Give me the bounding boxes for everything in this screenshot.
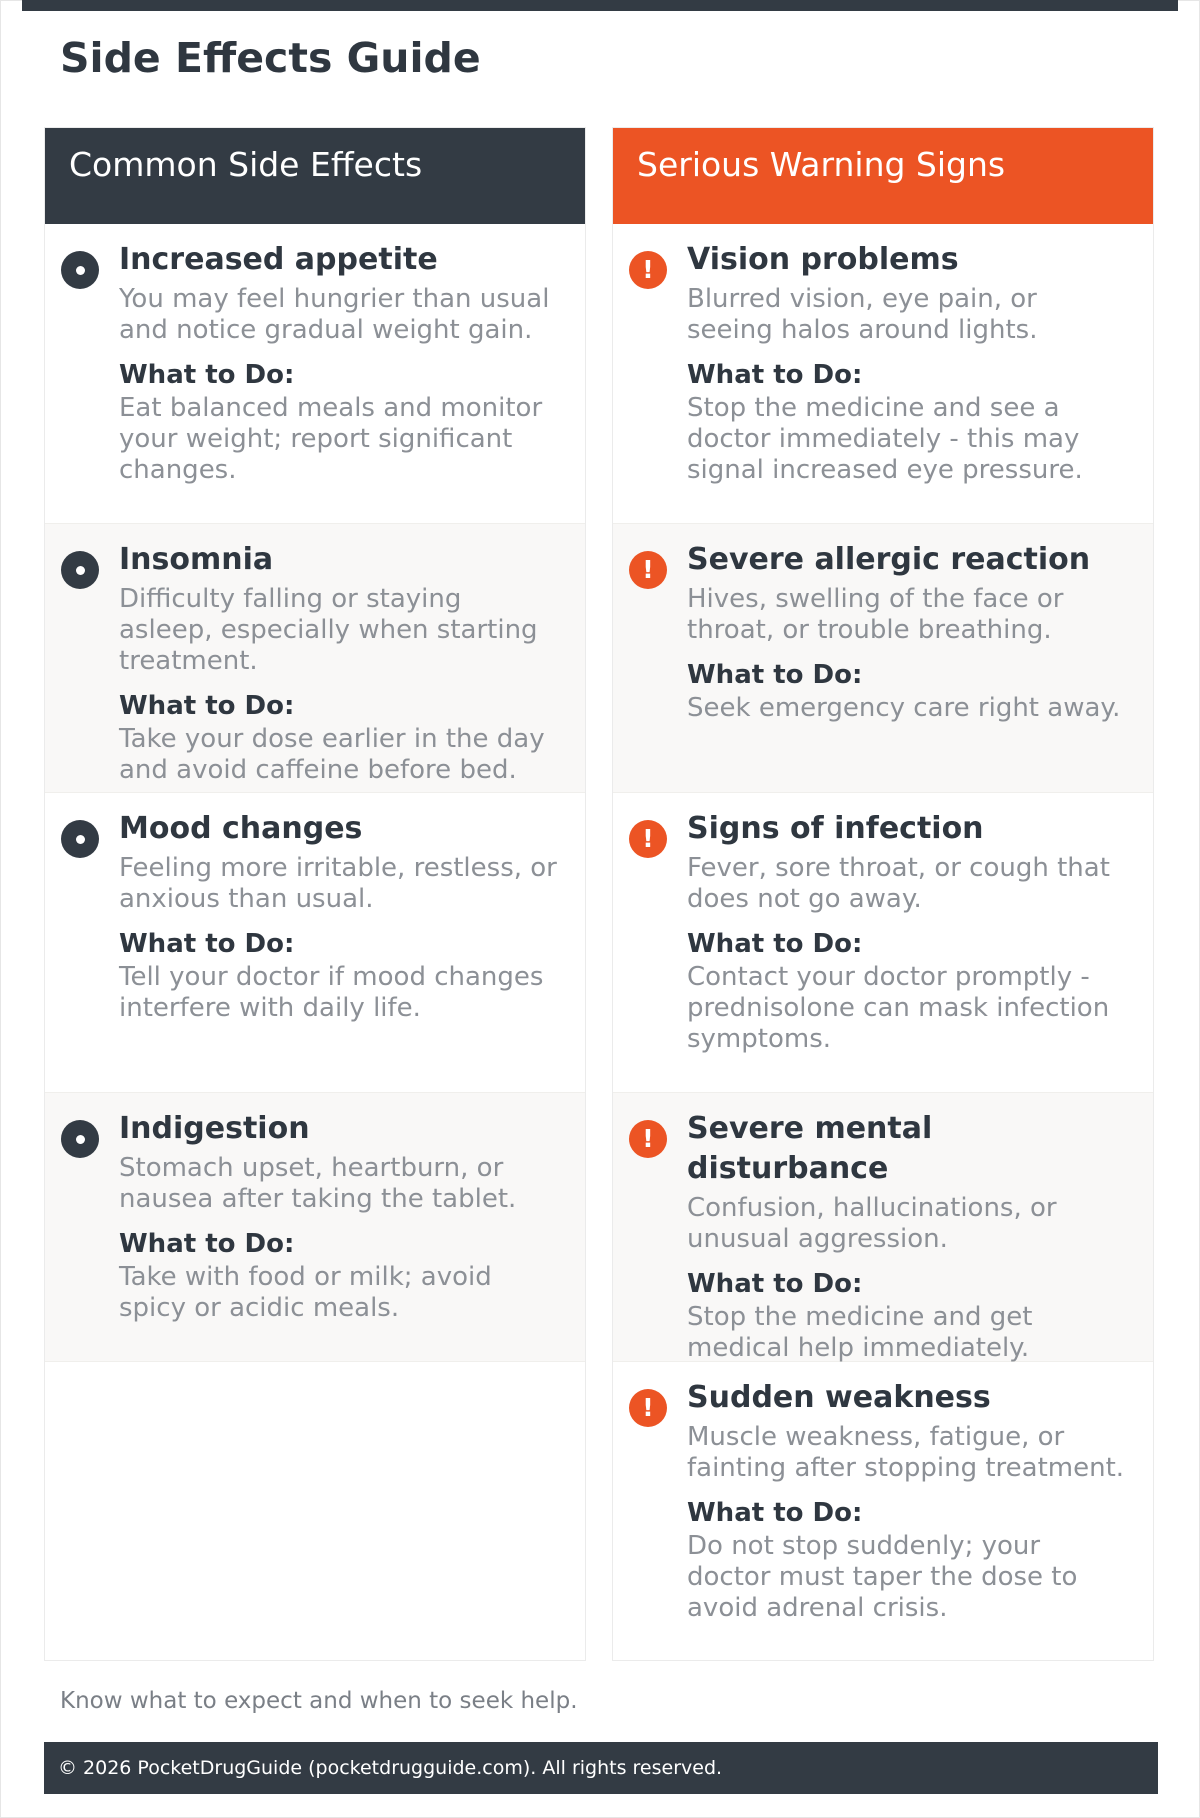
common-side-effects-heading: Common Side Effects [45, 128, 585, 224]
item-action: Eat balanced meals and monitor your weight; report significant changes. [119, 393, 543, 485]
common-item-insomnia [45, 524, 585, 793]
item-title: Mood changes [119, 811, 363, 846]
what-to-do-label: What to Do: [687, 929, 863, 959]
tagline: Know what to expect and when to seek help. [60, 1688, 578, 1714]
warning-item-signs-of-infection [613, 793, 1153, 1093]
warning-item-severe-allergic-reaction [613, 524, 1153, 793]
item-title: Signs of infection [687, 811, 984, 846]
what-to-do-label: What to Do: [119, 691, 295, 721]
footer-copyright: © 2026 PocketDrugGuide (pocketdrugguide.com). All rights reserved. [44, 1742, 1158, 1794]
dot-circle-icon [61, 1120, 99, 1158]
exclamation-circle-icon: ! [629, 1389, 667, 1427]
common-item-indigestion [45, 1093, 585, 1362]
item-description: Difficulty falling or staying asleep, especially when starting treatment. [119, 584, 538, 676]
dot-circle-icon [61, 820, 99, 858]
item-title: Sudden weakness [687, 1380, 991, 1415]
item-title: Insomnia [119, 542, 274, 577]
item-action: Stop the medicine and get medical help immediately. [687, 1302, 1033, 1363]
what-to-do-label: What to Do: [687, 1269, 863, 1299]
exclamation-circle-icon: ! [629, 551, 667, 589]
item-title: Indigestion [119, 1111, 310, 1146]
exclamation-circle-icon: ! [629, 1120, 667, 1158]
item-action: Do not stop suddenly; your doctor must taper the dose to avoid adrenal crisis. [687, 1531, 1078, 1623]
what-to-do-label: What to Do: [119, 929, 295, 959]
page-title: Side Effects Guide [60, 34, 481, 82]
item-description: Muscle weakness, fatigue, or fainting after stopping treatment. [687, 1422, 1125, 1483]
warning-item-severe-mental-disturbance [613, 1093, 1153, 1362]
common-item-increased-appetite [45, 224, 585, 524]
serious-warning-signs-column [612, 127, 1154, 1661]
item-action: Seek emergency care right away. [687, 693, 1121, 723]
item-description: You may feel hungrier than usual and notice gradual weight gain. [119, 284, 550, 345]
warning-item-vision-problems [613, 224, 1153, 524]
serious-warning-signs-heading: Serious Warning Signs [613, 128, 1153, 224]
what-to-do-label: What to Do: [687, 1498, 863, 1528]
dot-circle-icon [61, 251, 99, 289]
top-accent-bar [22, 0, 1178, 11]
item-action: Take with food or milk; avoid spicy or acidic meals. [119, 1262, 492, 1323]
item-title: Vision problems [687, 242, 959, 277]
what-to-do-label: What to Do: [687, 660, 863, 690]
item-description: Feeling more irritable, restless, or anxious than usual. [119, 853, 557, 914]
what-to-do-label: What to Do: [687, 360, 863, 390]
warning-item-sudden-weakness [613, 1362, 1153, 1660]
item-description: Stomach upset, heartburn, or nausea after taking the tablet. [119, 1153, 517, 1214]
item-action: Contact your doctor promptly - prednisolone can mask infection symptoms. [687, 962, 1110, 1054]
item-action: Tell your doctor if mood changes interfere with daily life. [119, 962, 544, 1023]
item-description: Blurred vision, eye pain, or seeing halos around lights. [687, 284, 1038, 345]
item-action: Stop the medicine and see a doctor immediately - this may signal increased eye pressure. [687, 393, 1083, 485]
item-description: Hives, swelling of the face or throat, or trouble breathing. [687, 584, 1064, 645]
what-to-do-label: What to Do: [119, 360, 295, 390]
exclamation-circle-icon: ! [629, 251, 667, 289]
item-title: Severe mental disturbance [687, 1111, 933, 1186]
item-action: Take your dose earlier in the day and avoid caffeine before bed. [119, 724, 545, 785]
common-side-effects-column [44, 127, 586, 1661]
item-title: Severe allergic reaction [687, 542, 1091, 577]
item-description: Fever, sore throat, or cough that does not go away. [687, 853, 1110, 914]
what-to-do-label: What to Do: [119, 1229, 295, 1259]
exclamation-circle-icon: ! [629, 820, 667, 858]
dot-circle-icon [61, 551, 99, 589]
common-item-mood-changes [45, 793, 585, 1093]
item-description: Confusion, hallucinations, or unusual aggression. [687, 1193, 1057, 1254]
item-title: Increased appetite [119, 242, 438, 277]
